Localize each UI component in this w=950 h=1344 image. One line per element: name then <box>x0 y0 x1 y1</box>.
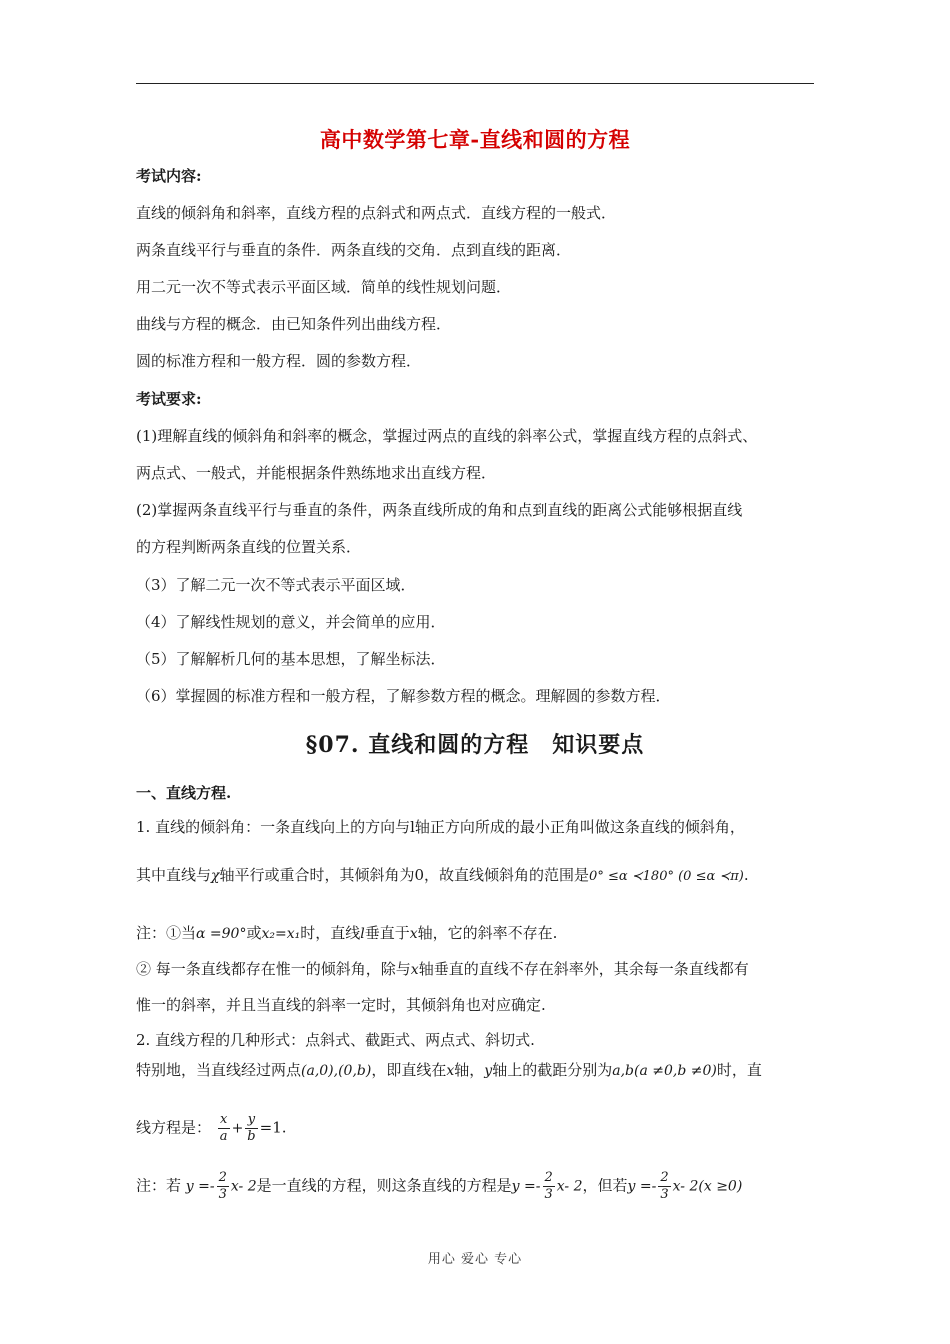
paragraph-intercept-condition: 特别地，当直线经过两点(a,0),(0,b)，即直线在x轴，y轴上的截距分别为a,b(a ≠0,b ≠0)时，直 <box>136 1061 762 1079</box>
exam-requirement-line: (1)理解直线的倾斜角和斜率的概念，掌握过两点的直线的斜率公式，掌握直线方程的点斜式、 <box>136 427 758 445</box>
exam-requirement-line: 两点式、一般式，并能根据条件熟练地求出直线方程． <box>136 464 497 482</box>
exam-content-line: 两条直线平行与垂直的条件．两条直线的交角．点到直线的距离． <box>136 241 572 259</box>
exam-requirement-line: (2)掌握两条直线平行与垂直的条件，两条直线所成的角和点到直线的距离公式能够根据直线 <box>136 501 743 519</box>
exam-requirement-line: （4）了解线性规划的意义，并会简单的应用． <box>136 613 446 631</box>
note-unique-slope: 惟一的斜率，并且当直线的斜率一定时，其倾斜角也对应确定. <box>136 996 546 1014</box>
page-title: 高中数学第七章-直线和圆的方程 <box>319 127 631 152</box>
fraction-two-thirds: $\frac{2}{3}$ <box>218 1170 227 1202</box>
paragraph-intercept-form: 线方程是： $\frac{x}{a}$ + $\frac{y}{b}$ =1. <box>136 1112 287 1144</box>
exam-content-line: 用二元一次不等式表示平面区域．简单的线性规划问题． <box>136 278 512 296</box>
note-unique-angle: ② 每一条直线都存在惟一的倾斜角，除与x轴垂直的直线不存在斜率外，其余每一条直线都有 <box>136 960 749 978</box>
paragraph-inclination-range: 其中直线与χ轴平行或重合时，其倾斜角为0，故直线倾斜角的范围是0° ≤α ≺180° (0 ≤α ≺π). <box>136 866 749 884</box>
paragraph-inclination-definition: 1. 直线的倾斜角：一条直线向上的方向与l轴正方向所成的最小正角叫做这条直线的倾斜角， <box>136 818 745 836</box>
exam-requirement-line: （5）了解解析几何的基本思想，了解坐标法． <box>136 650 446 668</box>
fraction-two-thirds: $\frac{2}{3}$ <box>544 1170 553 1202</box>
fraction-two-thirds: $\frac{2}{3}$ <box>660 1170 669 1202</box>
exam-requirement-line: 的方程判断两条直线的位置关系． <box>136 538 362 556</box>
exam-content-line: 曲线与方程的概念．由已知条件列出曲线方程． <box>136 315 452 333</box>
exam-requirements-heading: 考试要求: <box>136 390 202 408</box>
exam-requirement-line: （6）掌握圆的标准方程和一般方程，了解参数方程的概念。理解圆的参数方程． <box>136 687 671 705</box>
fraction-x-over-a: $\frac{x}{a}$ <box>219 1112 228 1144</box>
fraction-y-over-b: $\frac{y}{b}$ <box>247 1112 256 1144</box>
note-vertical-slope: 注：①当α =90°或x₂=x₁时，直线l垂直于x轴，它的斜率不存在. <box>136 924 558 942</box>
paragraph-equation-forms: 2. 直线方程的几种形式：点斜式、截距式、两点式、斜切式. <box>136 1031 535 1049</box>
note-line-equation: 注：若 y =- $\frac{2}{3}$ x- 2是一直线的方程，则这条直线的方程是y =- $\frac{2}{3}$ x- 2，但若y =- $\frac{2}{3}$ x- 2(x ≥0) <box>136 1170 743 1202</box>
exam-content-heading: 考试内容: <box>136 167 202 185</box>
exam-content-line: 圆的标准方程和一般方程．圆的参数方程． <box>136 352 422 370</box>
exam-content-line: 直线的倾斜角和斜率，直线方程的点斜式和两点式．直线方程的一般式． <box>136 204 617 222</box>
part1-heading: 一、直线方程. <box>136 784 232 802</box>
section-title: §07. 直线和圆的方程 知识要点 <box>305 732 645 758</box>
exam-requirement-line: （3）了解二元一次不等式表示平面区域． <box>136 576 416 594</box>
top-rule <box>136 83 814 84</box>
page-footer: 用心 爱心 专心 <box>427 1252 523 1267</box>
